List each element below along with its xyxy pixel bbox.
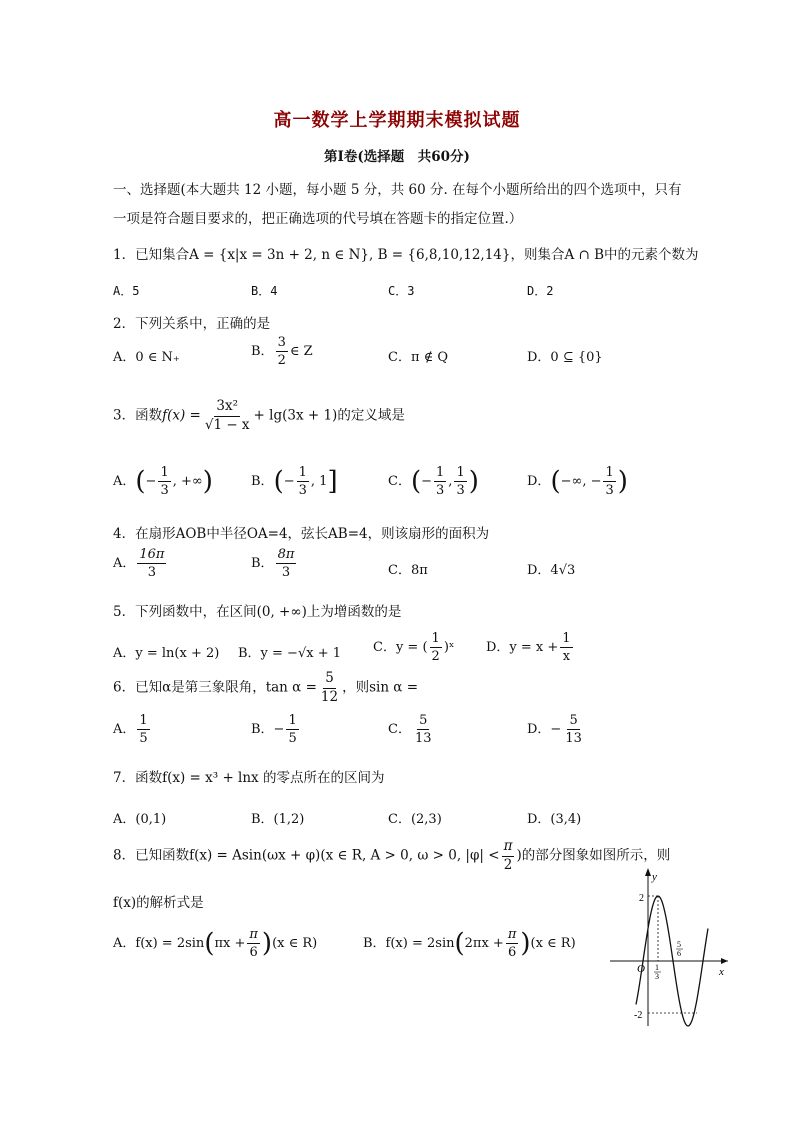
question-1-stem: 1．已知集合A = {x|x = 3n + 2, n ∈ N}, B = {6,8,10,12,14}，则集合A ∩ B中的元素个数为 <box>113 247 699 263</box>
numerator: 1 <box>288 713 297 728</box>
numerator: 1 <box>298 465 307 480</box>
option-label: B． <box>251 474 274 489</box>
stem-prefix: 3．函数 <box>113 407 163 424</box>
option-label: A． <box>113 556 136 571</box>
denominator: 6 <box>249 945 258 960</box>
option-label: D．y = x + <box>486 640 559 655</box>
option-domain: (x ∈ R) <box>530 936 576 951</box>
numerator: 16π <box>139 547 165 562</box>
question-4-stem: 4．在扇形AOB中半径OA=4，弦长AB=4，则该扇形的面积为 <box>113 526 490 542</box>
option-label: B． <box>251 556 274 571</box>
numerator: 8π <box>277 547 295 562</box>
question-8-stem <box>113 840 670 872</box>
right-paren: ) <box>202 466 213 497</box>
stem-prefix: 8．已知函数f(x) = Asin(ωx + φ)(x ∈ R, A > 0, ω > 0, |φ| < <box>113 847 500 864</box>
question-6-option-d[interactable] <box>527 714 586 745</box>
question-7-option-d[interactable]: D．(3,4) <box>527 812 582 827</box>
option-rest: ∈ Z <box>289 344 313 359</box>
denominator: 3 <box>436 483 445 498</box>
numerator: π <box>502 840 515 857</box>
question-7-stem: 7．函数f(x) = x³ + lnx 的零点所在的区间为 <box>113 770 385 786</box>
left-paren: ( <box>454 928 465 959</box>
question-2-option-a[interactable]: A．0 ∈ N₊ <box>113 350 180 365</box>
option-label: C．y = ( <box>373 640 428 655</box>
question-1-option-b[interactable]: B．4 <box>251 284 278 298</box>
question-8-option-a[interactable] <box>113 928 317 959</box>
right-paren: ] <box>327 466 338 497</box>
numerator: 1 <box>431 631 440 646</box>
question-1-option-a[interactable]: A．5 <box>113 284 140 298</box>
denominator: √1 − x <box>204 416 250 433</box>
question-3-option-b[interactable]: B．(− $\frac{1}{3}$ , 1] <box>251 465 338 498</box>
fraction <box>137 714 149 745</box>
fraction <box>454 466 466 497</box>
denominator: 3 <box>281 565 291 580</box>
option-label: C． <box>388 722 411 737</box>
numerator: π <box>249 927 258 942</box>
fraction <box>286 714 298 745</box>
denominator: 13 <box>414 731 432 746</box>
option-rest: 2πx + <box>464 936 504 951</box>
option-rest: )ˣ <box>443 640 455 655</box>
question-1-option-d[interactable]: D．2 <box>527 284 554 298</box>
numerator: 1 <box>160 465 169 480</box>
denominator: 2 <box>277 353 286 368</box>
question-3-option-c[interactable]: C．(− $\frac{1}{3}$ , $\frac{1}{3}$ ) <box>388 465 479 498</box>
y-max-label: 2 <box>639 893 644 904</box>
denominator: x <box>562 649 571 664</box>
question-6-option-b[interactable] <box>251 714 301 745</box>
question-7-option-a[interactable]: A．(0,1) <box>113 812 167 827</box>
x-tick-1-num: 1 <box>655 963 659 972</box>
option-label: A． <box>113 722 136 737</box>
stem-rest: ，则sin α = <box>342 679 419 696</box>
exam-title: 高一数学上学期期末模拟试题 <box>273 110 521 131</box>
numerator: 1 <box>605 465 614 480</box>
denominator: 3 <box>147 565 157 580</box>
numerator: 5 <box>419 713 428 728</box>
stem-rest: + lg(3x + 1)的定义域是 <box>253 407 405 424</box>
question-2-stem: 2．下列关系中，正确的是 <box>113 316 271 332</box>
option-label: D．− <box>527 722 562 737</box>
question-3-stem <box>113 400 405 432</box>
denominator: 5 <box>139 731 148 746</box>
fraction <box>430 632 442 663</box>
option-label: C． <box>388 474 411 489</box>
fraction <box>276 336 288 367</box>
x-tick-1-den: 3 <box>655 972 659 981</box>
option-domain: (x ∈ R) <box>272 936 318 951</box>
question-4-option-d[interactable]: D．4√3 <box>527 563 576 578</box>
x-tick-2-den: 6 <box>677 949 681 958</box>
question-5-stem: 5．下列函数中，在区间(0, +∞)上为增函数的是 <box>113 604 402 620</box>
y-min-label: -2 <box>634 1010 643 1021</box>
x-axis-arrow <box>721 958 728 964</box>
numerator: 3x² <box>214 400 240 417</box>
fraction <box>276 548 297 579</box>
question-5-option-c[interactable] <box>373 632 454 663</box>
denominator: 6 <box>507 945 517 960</box>
left-paren: ( <box>204 928 215 959</box>
fraction <box>560 632 572 663</box>
fraction <box>434 466 446 497</box>
fraction <box>413 714 434 745</box>
fraction <box>137 548 166 579</box>
fraction <box>158 466 170 497</box>
sine-graph-figure <box>600 858 740 1028</box>
question-2-option-d[interactable]: D．0 ⊆ {0} <box>527 350 603 365</box>
left-paren: ( <box>135 466 146 497</box>
y-axis-label: y <box>652 871 657 883</box>
numerator: 5 <box>323 672 336 689</box>
question-6-option-a[interactable] <box>113 714 152 745</box>
left-paren: ( <box>550 466 561 497</box>
numerator: 5 <box>569 713 578 728</box>
right-paren: ) <box>520 928 531 959</box>
fraction <box>319 672 340 704</box>
option-rest: , +∞ <box>172 474 203 489</box>
option-label: D． <box>527 474 551 489</box>
question-1-option-c[interactable]: C．3 <box>388 284 415 298</box>
stem-rest: )的部分图象如图所示，则 <box>516 847 671 864</box>
question-3-option-d[interactable] <box>527 466 628 497</box>
denominator: 3 <box>456 483 465 498</box>
option-label: B．− <box>251 722 285 737</box>
fraction <box>502 840 515 872</box>
question-5-option-d[interactable] <box>486 632 575 663</box>
option-rest: , 1 <box>310 474 328 489</box>
question-6-stem <box>113 672 418 704</box>
fraction <box>297 466 309 497</box>
x-axis-label: x <box>719 966 724 978</box>
left-paren: ( <box>410 466 422 497</box>
fraction <box>247 928 260 959</box>
numerator: 1 <box>139 713 148 728</box>
left-paren: ( <box>273 466 284 497</box>
y-axis-arrow <box>645 868 651 876</box>
numerator: 1 <box>562 631 571 646</box>
fraction <box>506 928 519 959</box>
numerator: 1 <box>456 465 465 480</box>
denominator: 13 <box>565 731 582 746</box>
section-instructions: 一、选择题(本大题共 12 小题，每小题 5 分，共 60 分. 在每个小题所给出的四个选项中，只有一项是符合题目要求的，把正确选项的代号填在答题卡的指定位置.） <box>113 182 682 227</box>
right-paren: ) <box>617 466 628 497</box>
question-4-option-b[interactable] <box>251 548 298 579</box>
question-2-option-c[interactable]: C．π ∉ Q <box>388 350 449 365</box>
denominator: 3 <box>160 483 169 498</box>
numerator: 1 <box>436 465 445 480</box>
question-4-option-c[interactable]: C．8π <box>388 563 428 578</box>
denominator: 5 <box>288 731 297 746</box>
question-5-option-a[interactable]: A．y = ln(x + 2) <box>113 646 220 661</box>
question-7-option-c[interactable]: C．(2,3) <box>388 812 442 827</box>
function-name: f(x) = <box>162 407 201 424</box>
denominator: 12 <box>320 688 339 705</box>
denominator: 3 <box>298 483 307 498</box>
right-paren: ) <box>261 928 273 959</box>
question-5-option-b[interactable]: B．y = −√x + 1 <box>238 646 341 661</box>
part-heading: 第Ⅰ卷(选择题 共60分) <box>324 149 470 165</box>
option-label: A． <box>113 474 136 489</box>
right-paren: ) <box>468 466 479 497</box>
question-2-option-b[interactable] <box>251 336 313 367</box>
fraction <box>203 400 252 432</box>
question-8-option-b[interactable] <box>363 928 576 959</box>
denominator: 3 <box>605 483 614 498</box>
stem-prefix: 6．已知α是第三象限角，tan α = <box>113 679 317 696</box>
question-7-option-b[interactable]: B．(1,2) <box>251 812 305 827</box>
fraction <box>603 466 615 497</box>
numerator: 3 <box>277 335 286 350</box>
x-tick-2-num: 5 <box>677 940 681 949</box>
question-6-option-c[interactable] <box>388 714 436 745</box>
question-4-option-a[interactable] <box>113 548 168 579</box>
option-rest: πx + <box>214 936 246 951</box>
option-label: A．f(x) = 2sin <box>113 936 205 951</box>
numerator: π <box>507 927 517 942</box>
option-rest: −∞, − <box>560 474 602 489</box>
denominator: 2 <box>503 856 513 873</box>
option-label: B．f(x) = 2sin <box>363 936 455 951</box>
option-label: B． <box>251 344 274 359</box>
question-8-stem-line-2: f(x)的解析式是 <box>113 895 204 911</box>
origin-label: O <box>637 963 645 975</box>
question-3-option-a[interactable]: A．(− $\frac{1}{3}$ , +∞) <box>113 465 213 498</box>
fraction <box>563 714 584 745</box>
denominator: 2 <box>431 649 440 664</box>
